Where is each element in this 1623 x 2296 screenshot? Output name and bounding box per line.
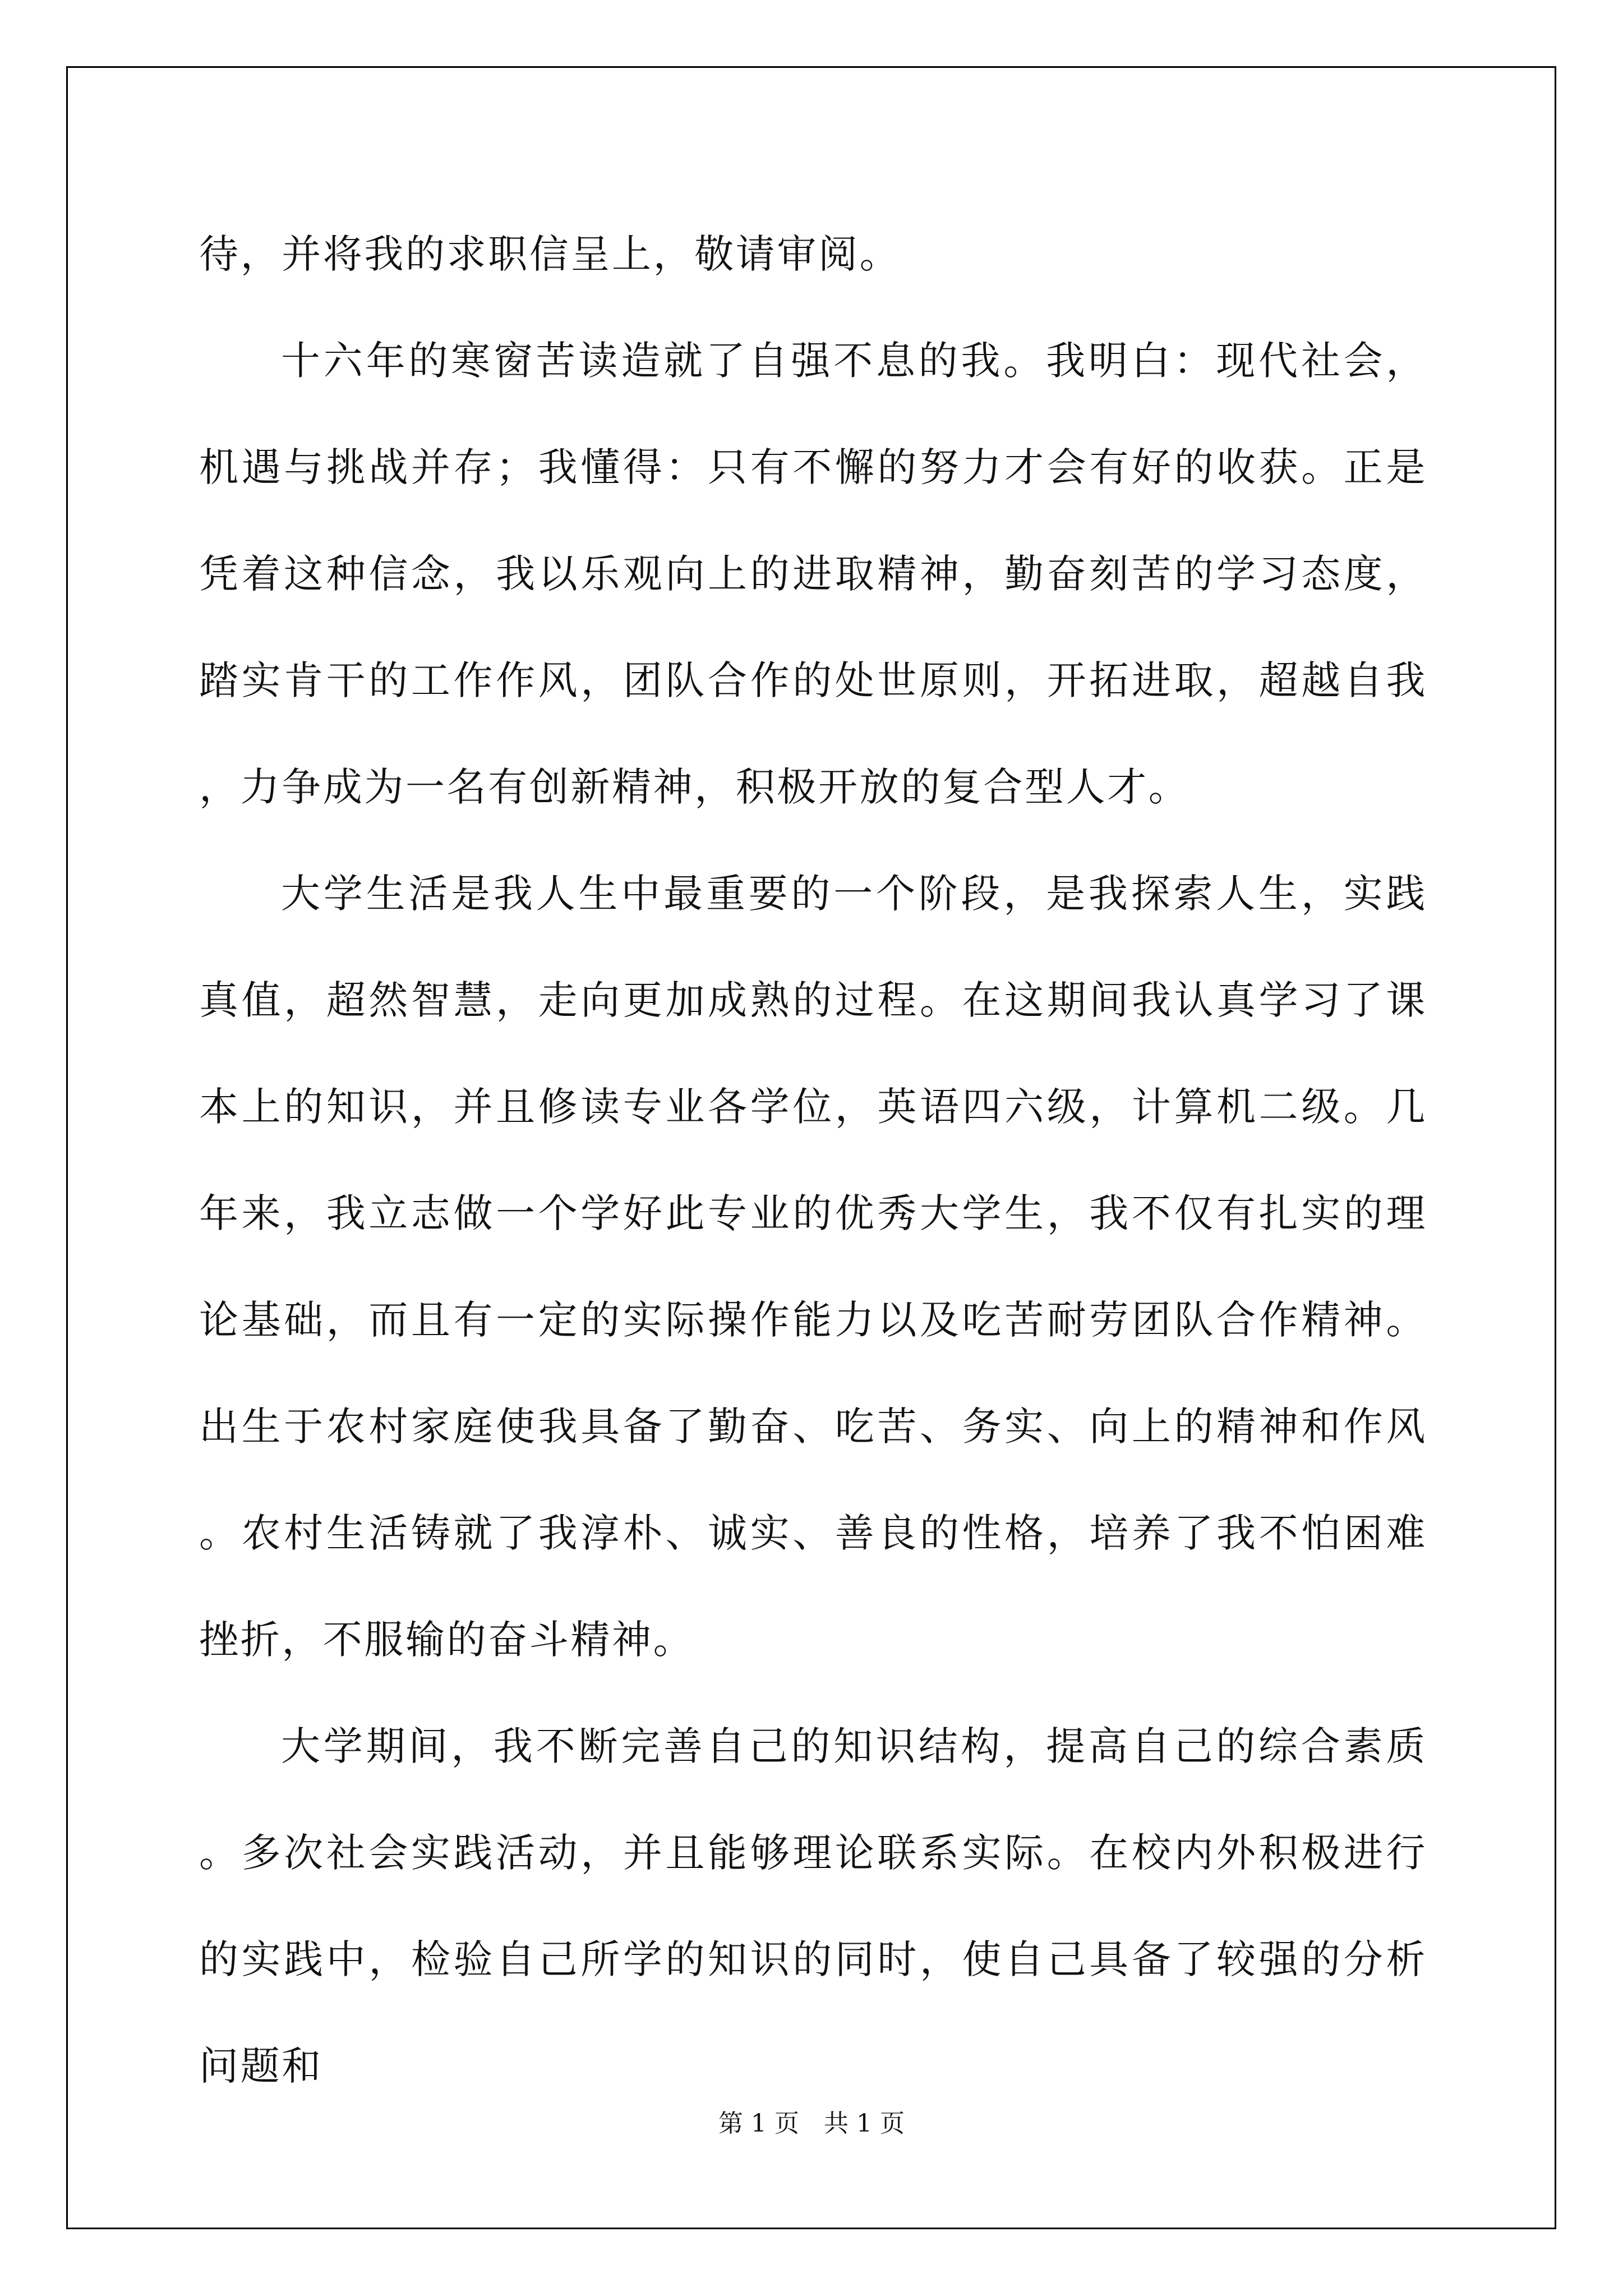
paragraph-2: 十六年的寒窗苦读造就了自强不息的我。我明白：现代社会，机遇与挑战并存；我懂得：只有不懈的努力才会有好的收获。正是凭着这种信念，我以乐观向上的进取精神，勤奋刻苦的学习态度，踏实肯干的工作作风，团队合作的处世原则，开拓进取，超越自我，力争成为一名有创新精神，积极开放的复合型人才。 — [199, 338, 1427, 810]
paragraph-3: 大学生活是我人生中最重要的一个阶段，是我探索人生，实践真值，超然智慧，走向更加成熟的过程。在这期间我认真学习了课本上的知识，并且修读专业各学位，英语四六级，计算机二级。几年来，我立志做一个学好此专业的优秀大学生，我不仅有扎实的理论基础，而且有一定的实际操作能力以及吃苦耐劳团队合作精神。出生于农村家庭使我具备了勤奋、吃苦、务实、向上的精神和作风。农村生活铸就了我淳朴、诚实、善良的性格，培养了我不怕困难挫折，不服输的奋斗精神。 — [199, 871, 1427, 1663]
document-body — [199, 201, 1427, 2119]
page-number-footer: 第 1 页 共 1 页 — [718, 2109, 905, 2138]
paragraph-4: 大学期间，我不断完善自己的知识结构，提高自己的综合素质。多次社会实践活动，并且能够理论联系实际。在校内外积极进行的实践中，检验自己所学的知识的同时，使自己具备了较强的分析问题和 — [199, 1723, 1427, 2089]
paragraph-1: 待，并将我的求职信呈上，敬请审阅。 — [199, 231, 901, 277]
